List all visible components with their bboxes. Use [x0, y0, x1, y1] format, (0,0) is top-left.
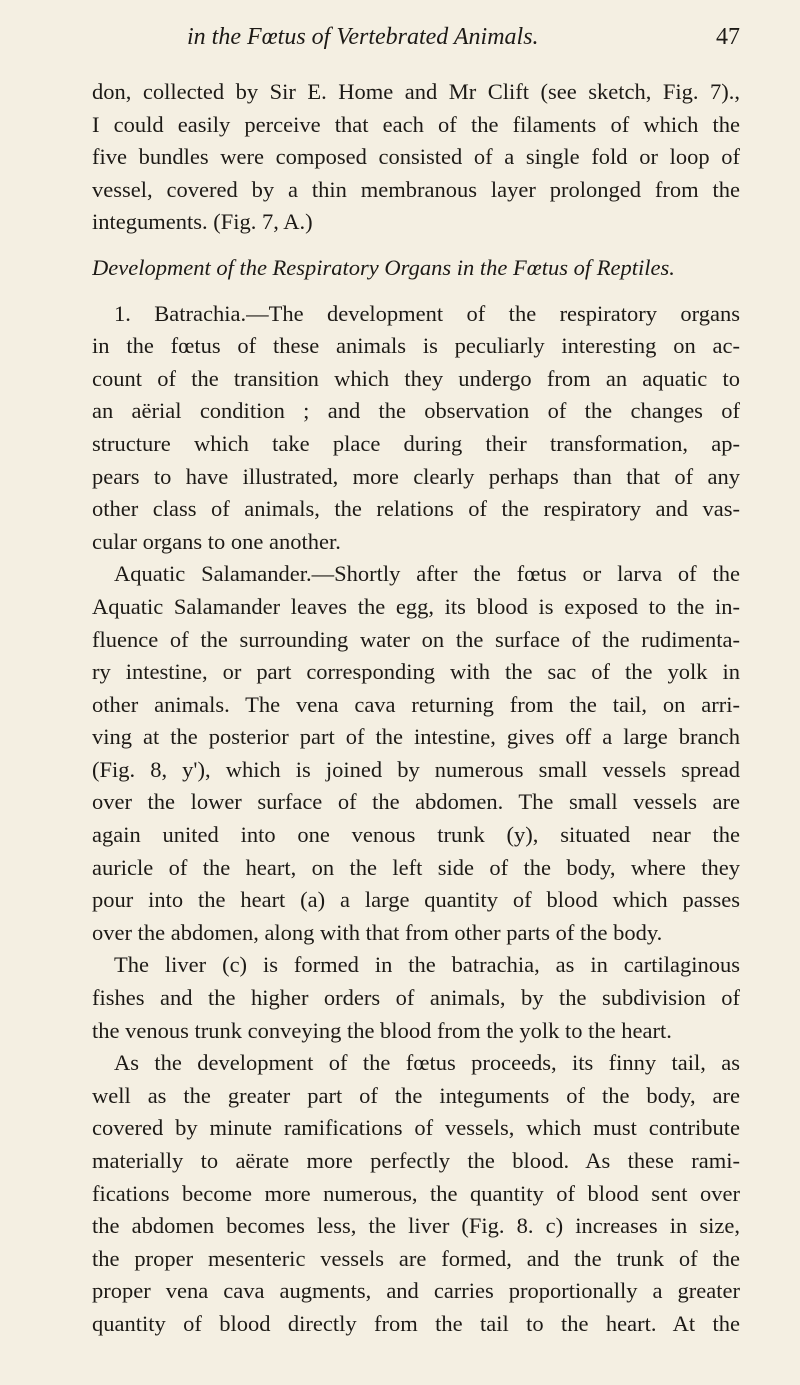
text-line: ry intestine, or part corresponding with the sac of the yolk in — [92, 659, 740, 685]
text-line: fications become more numerous, the quantity of blood sent over — [92, 1180, 740, 1206]
text-line: over the abdomen, along with that from other parts of the body. — [92, 919, 663, 945]
text-line: fishes and the higher orders of animals, by the subdivision of — [92, 985, 740, 1011]
section-heading: Development of the Respiratory Organs in the Fœtus of Reptiles. — [92, 254, 675, 280]
text-line: ving at the posterior part of the intestine, gives off a large branch — [92, 724, 740, 750]
text-line: The liver (c) is formed in the batrachia, as in cartilaginous — [114, 952, 740, 978]
text-line: the proper mesenteric vessels are formed, and the trunk of the — [92, 1245, 740, 1271]
text-line: fluence of the surrounding water on the surface of the rudimenta- — [92, 626, 740, 652]
text-line: Aquatic Salamander leaves the egg, its blood is exposed to the in- — [92, 593, 740, 619]
text-line: other class of animals, the relations of the respiratory and vas- — [92, 496, 740, 522]
text-line: I could easily perceive that each of the filaments of which the — [92, 111, 740, 137]
text-line: in the fœtus of these animals is peculiarly interesting on ac- — [92, 333, 740, 359]
text-line: over the lower surface of the abdomen. The small vessels are — [92, 789, 740, 815]
text-line: Aquatic Salamander.—Shortly after the fœtus or larva of the — [114, 561, 740, 587]
text-line: five bundles were composed consisted of a single fold or loop of — [92, 144, 740, 170]
text-line: an aërial condition ; and the observation of the changes of — [92, 398, 740, 424]
text-line: the abdomen becomes less, the liver (Fig. 8. c) increases in size, — [92, 1213, 740, 1239]
text-line: count of the transition which they undergo from an aquatic to — [92, 365, 740, 391]
text-line: other animals. The vena cava returning from the tail, on arri- — [92, 691, 740, 717]
text-line: structure which take place during their transformation, ap- — [92, 430, 740, 456]
text-line: pears to have illustrated, more clearly perhaps than that of any — [92, 463, 740, 489]
page-number: 47 — [716, 24, 740, 50]
text-line: auricle of the heart, on the left side of the body, where they — [92, 854, 740, 880]
text-line: quantity of blood directly from the tail to the heart. At the — [92, 1310, 740, 1336]
text-line: well as the greater part of the integuments of the body, are — [92, 1082, 740, 1108]
text-line: vessel, covered by a thin membranous layer prolonged from the — [92, 176, 740, 202]
text-line: pour into the heart (a) a large quantity of blood which passes — [92, 887, 740, 913]
text-line: covered by minute ramifications of vessels, which must contribute — [92, 1115, 740, 1141]
text-line: the venous trunk conveying the blood from the yolk to the heart. — [92, 1017, 672, 1043]
text-line: don, collected by Sir E. Home and Mr Clift (see sketch, Fig. 7)., — [92, 79, 740, 104]
text-line: proper vena cava augments, and carries proportionally a greater — [92, 1278, 740, 1304]
running-title: in the Fœtus of Vertebrated Animals. — [187, 24, 539, 50]
running-head — [92, 24, 740, 54]
text-line: again united into one venous trunk (y), situated near the — [92, 822, 740, 848]
body-text — [92, 76, 740, 1341]
text-line: integuments. (Fig. 7, A.) — [92, 209, 313, 235]
text-line: (Fig. 8, y'), which is joined by numerous small vessels spread — [92, 756, 740, 782]
text-line: materially to aërate more perfectly the blood. As these rami- — [92, 1148, 740, 1173]
text-line: As the development of the fœtus proceeds, its finny tail, as — [114, 1050, 740, 1076]
text-line: 1. Batrachia.—The development of the respiratory organs — [114, 300, 740, 326]
text-line: cular organs to one another. — [92, 528, 341, 554]
